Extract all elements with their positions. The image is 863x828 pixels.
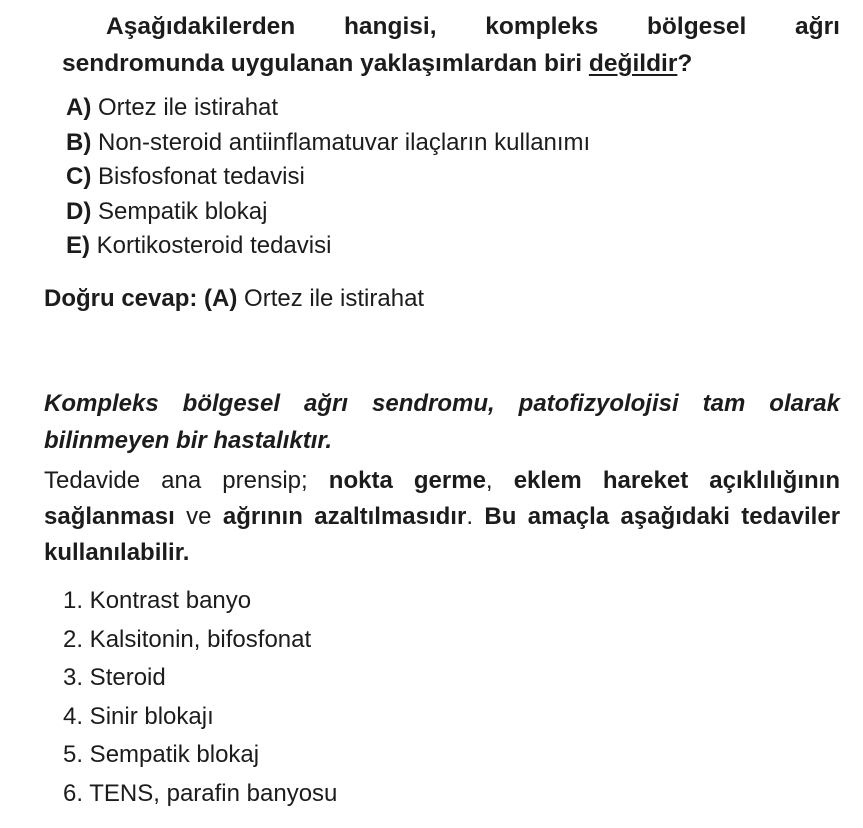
principle-term-3: ağrının azaltılmasıdır [222, 503, 467, 530]
option-text: Sempatik blokaj [98, 197, 268, 225]
explanation [44, 385, 840, 571]
treatment-list [63, 582, 337, 813]
answer-options [66, 91, 590, 264]
explanation-intro: Kompleks bölgesel ağrı sendromu, patofizyolojisi tam olarak bilinmeyen bir hastalıktır. [44, 390, 840, 454]
list-item: 4. Sinir blokajı [63, 702, 214, 730]
question-mark: ? [677, 50, 693, 77]
option-c [66, 160, 590, 195]
option-a [66, 91, 590, 126]
principle-period: . [466, 503, 473, 530]
list-item: 6. TENS, parafin banyosu [63, 779, 338, 807]
question-stem: Aşağıdakilerden hangisi, kompleks bölgesel ağrı sendromunda uygulanan yaklaşımlardan biri [62, 13, 840, 77]
option-text: Bisfosfonat tedavisi [98, 163, 305, 190]
option-text: Kortikosteroid tedavisi [96, 232, 332, 259]
list-item: 3. Steroid [63, 664, 166, 691]
correct-answer-label: Doğru cevap: (A) [44, 285, 238, 312]
principle-term-1: nokta germe [328, 467, 486, 494]
principle-conjunction: ve [186, 503, 212, 530]
principle-prefix: Tedavide ana prensip; [44, 467, 308, 494]
explanation-principle [44, 463, 840, 571]
option-letter: C) [66, 163, 92, 190]
option-text: Non-steroid antiinflamatuvar ilaçların kullanımı [98, 128, 591, 156]
list-item: 1. Kontrast banyo [63, 587, 252, 614]
correct-answer [44, 282, 424, 316]
question-negation-underlined: değildir [588, 50, 678, 77]
option-letter: A) [66, 94, 92, 121]
option-e [66, 229, 590, 264]
list-item: 2. Kalsitonin, bifosfonat [63, 625, 312, 653]
option-letter: E) [66, 232, 90, 259]
option-text: Ortez ile istirahat [98, 94, 279, 121]
option-letter: B) [66, 128, 92, 156]
principle-term-2: eklem hareket açıklılığının sağlanması [44, 467, 840, 530]
option-b [66, 126, 590, 161]
question-text [62, 8, 840, 82]
correct-answer-text: Ortez ile istirahat [244, 285, 425, 312]
principle-separator: , [485, 467, 493, 494]
list-item: 5. Sempatik blokaj [63, 741, 260, 768]
principle-conclusion: Bu amaçla aşağıdaki tedaviler kullanılabilir. [44, 503, 841, 566]
option-letter: D) [66, 197, 92, 225]
option-d [66, 195, 590, 230]
